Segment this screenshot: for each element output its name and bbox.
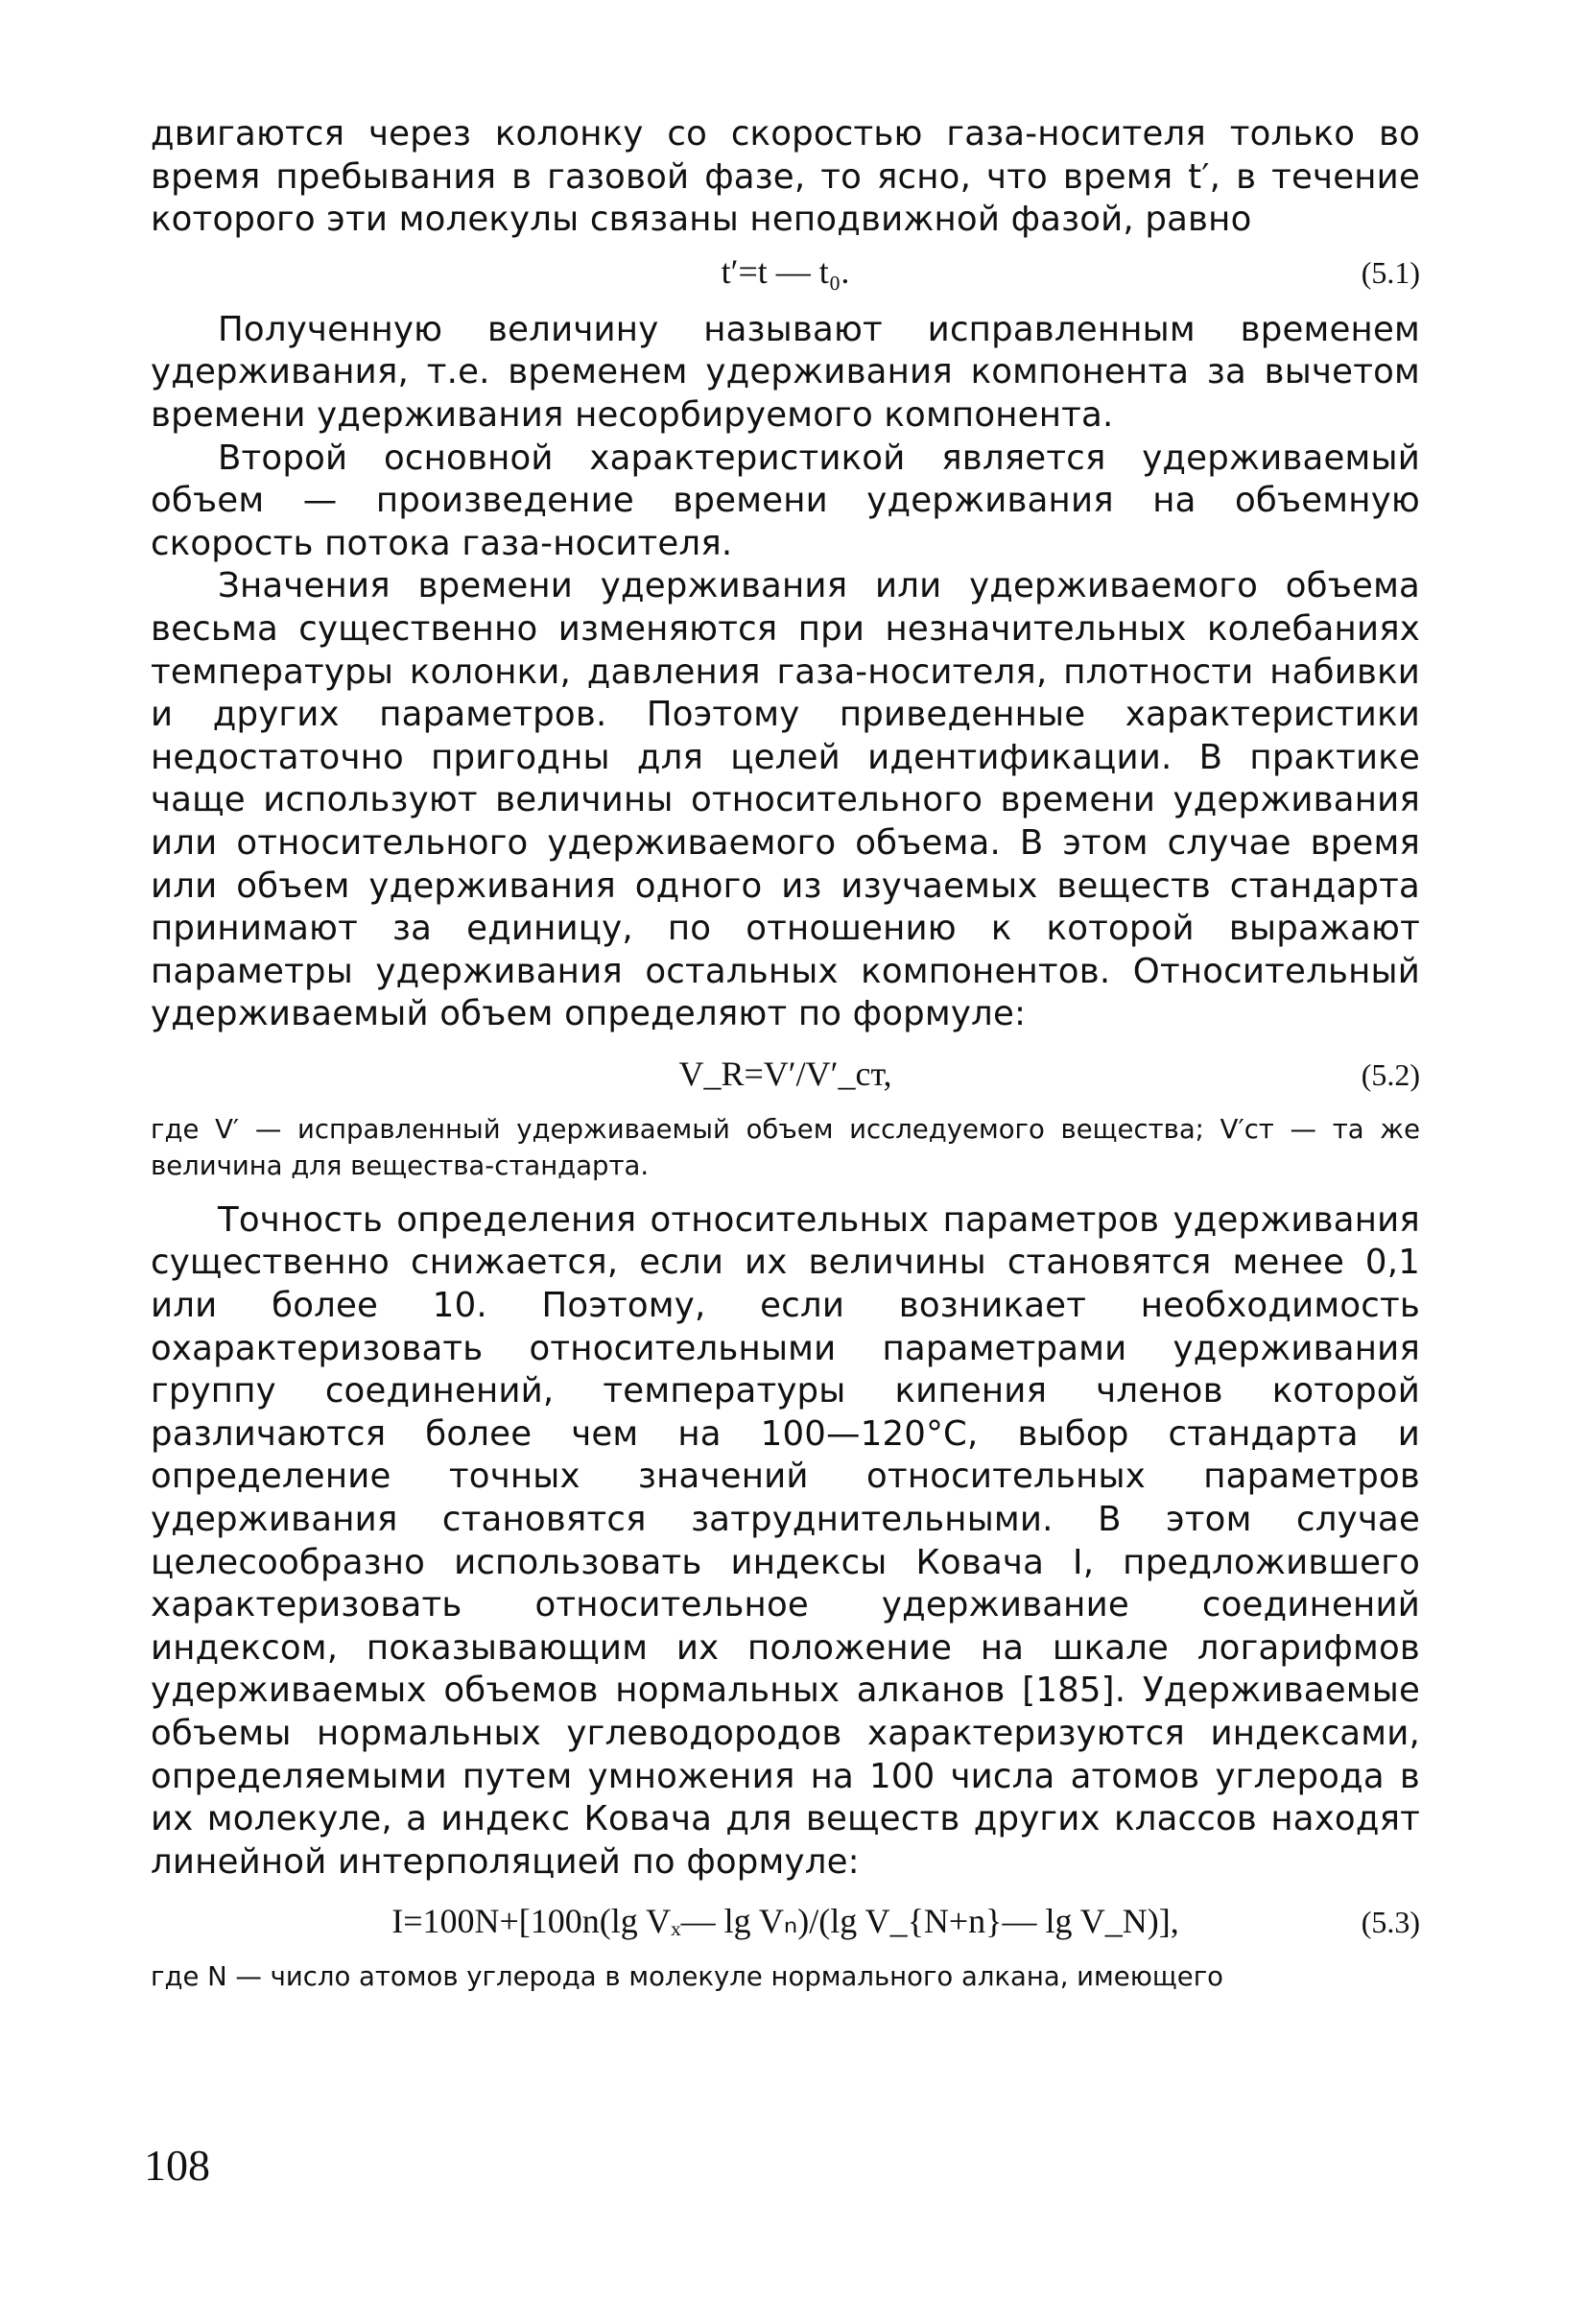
formula-5-3 [151,1897,1420,1955]
formula-expression: t′=t — t₀. [721,251,850,291]
formula-expression: V_R=V′/V′_ст, [678,1054,892,1093]
page-body [151,113,1420,2010]
formula-expression: I=100N+[100n(lg Vₓ— lg Vₙ)/(lg V_{N+n}— lg V_N)], [391,1902,1179,1941]
formula-number: (5.3) [1361,1905,1420,1940]
formula-number: (5.1) [1361,254,1420,290]
note-formula-5-2: где V′ — исправленный удерживаемый объем исследуемого вещества; V′ст — та же величина для вещества-стандарта. [151,1113,1420,1181]
formula-number: (5.2) [1361,1056,1420,1092]
page-number: 108 [144,2141,210,2190]
note-formula-5-3: где N — число атомов углерода в молекуле нормального алкана, имеющего [151,1961,1223,1993]
formula-5-2 [151,1050,1420,1107]
paragraph-relative-parameters: Значения времени удерживания или удерживаемого объема весьма существенно изменяются при незначительных колебаниях температуры колонки, давления газа-носителя, плотности набивки и других параметров. Поэтому приведенные характеристики недостаточно пригодны для целей идентификации. В практике чаще используют величины относительного времени удерживания или относительного удерживаемого объема. В этом случае время или объем удерживания одного из изучаемых веществ стандарта принимают за единицу, по отношению к которой выражают параметры удерживания остальных компонентов. Относительный удерживаемый объем определяют по формуле: [151,566,1420,1034]
paragraph-kovats-index: Точность определения относительных параметров удерживания существенно снижается, если их величины становятся менее 0,1 или более 10. Поэтому, если возникает необходимость охарактеризовать относительными параметрами удерживания группу соединений, температуры кипения членов которой различаются более чем на 100—120°C, выбор стандарта и определение точных значений относительных параметров удерживания становятся затруднительными. В этом случае целесообразно использовать индексы Ковача I, предложившего характеризовать относительное удерживание соединений индексом, показывающим их положение на шкале логарифмов удерживаемых объемов нормальных алканов [185]. Удерживаемые объемы нормальных углеводородов характеризуются индексами, определяемыми путем умножения на 100 числа атомов углерода в их молекуле, а индекс Ковача для веществ других классов находят линейной интерполяцией по формуле: [151,1199,1420,1882]
paragraph-intro: двигаются через колонку со скоростью газа-носителя только во время пребывания в газовой фазе, то ясно, что время t′, в течение которого эти молекулы связаны неподвижной фазой, равно [151,114,1420,240]
formula-5-1 [151,248,1420,305]
paragraph-retained-volume: Второй основной характеристикой является удерживаемый объем — произведение времени удерживания на объемную скорость потока газа-носителя. [151,438,1420,563]
paragraph-corrected-time: Полученную величину называют исправленным временем удерживания, т.е. временем удерживания компонента за вычетом времени удерживания несорбируемого компонента. [151,309,1420,435]
